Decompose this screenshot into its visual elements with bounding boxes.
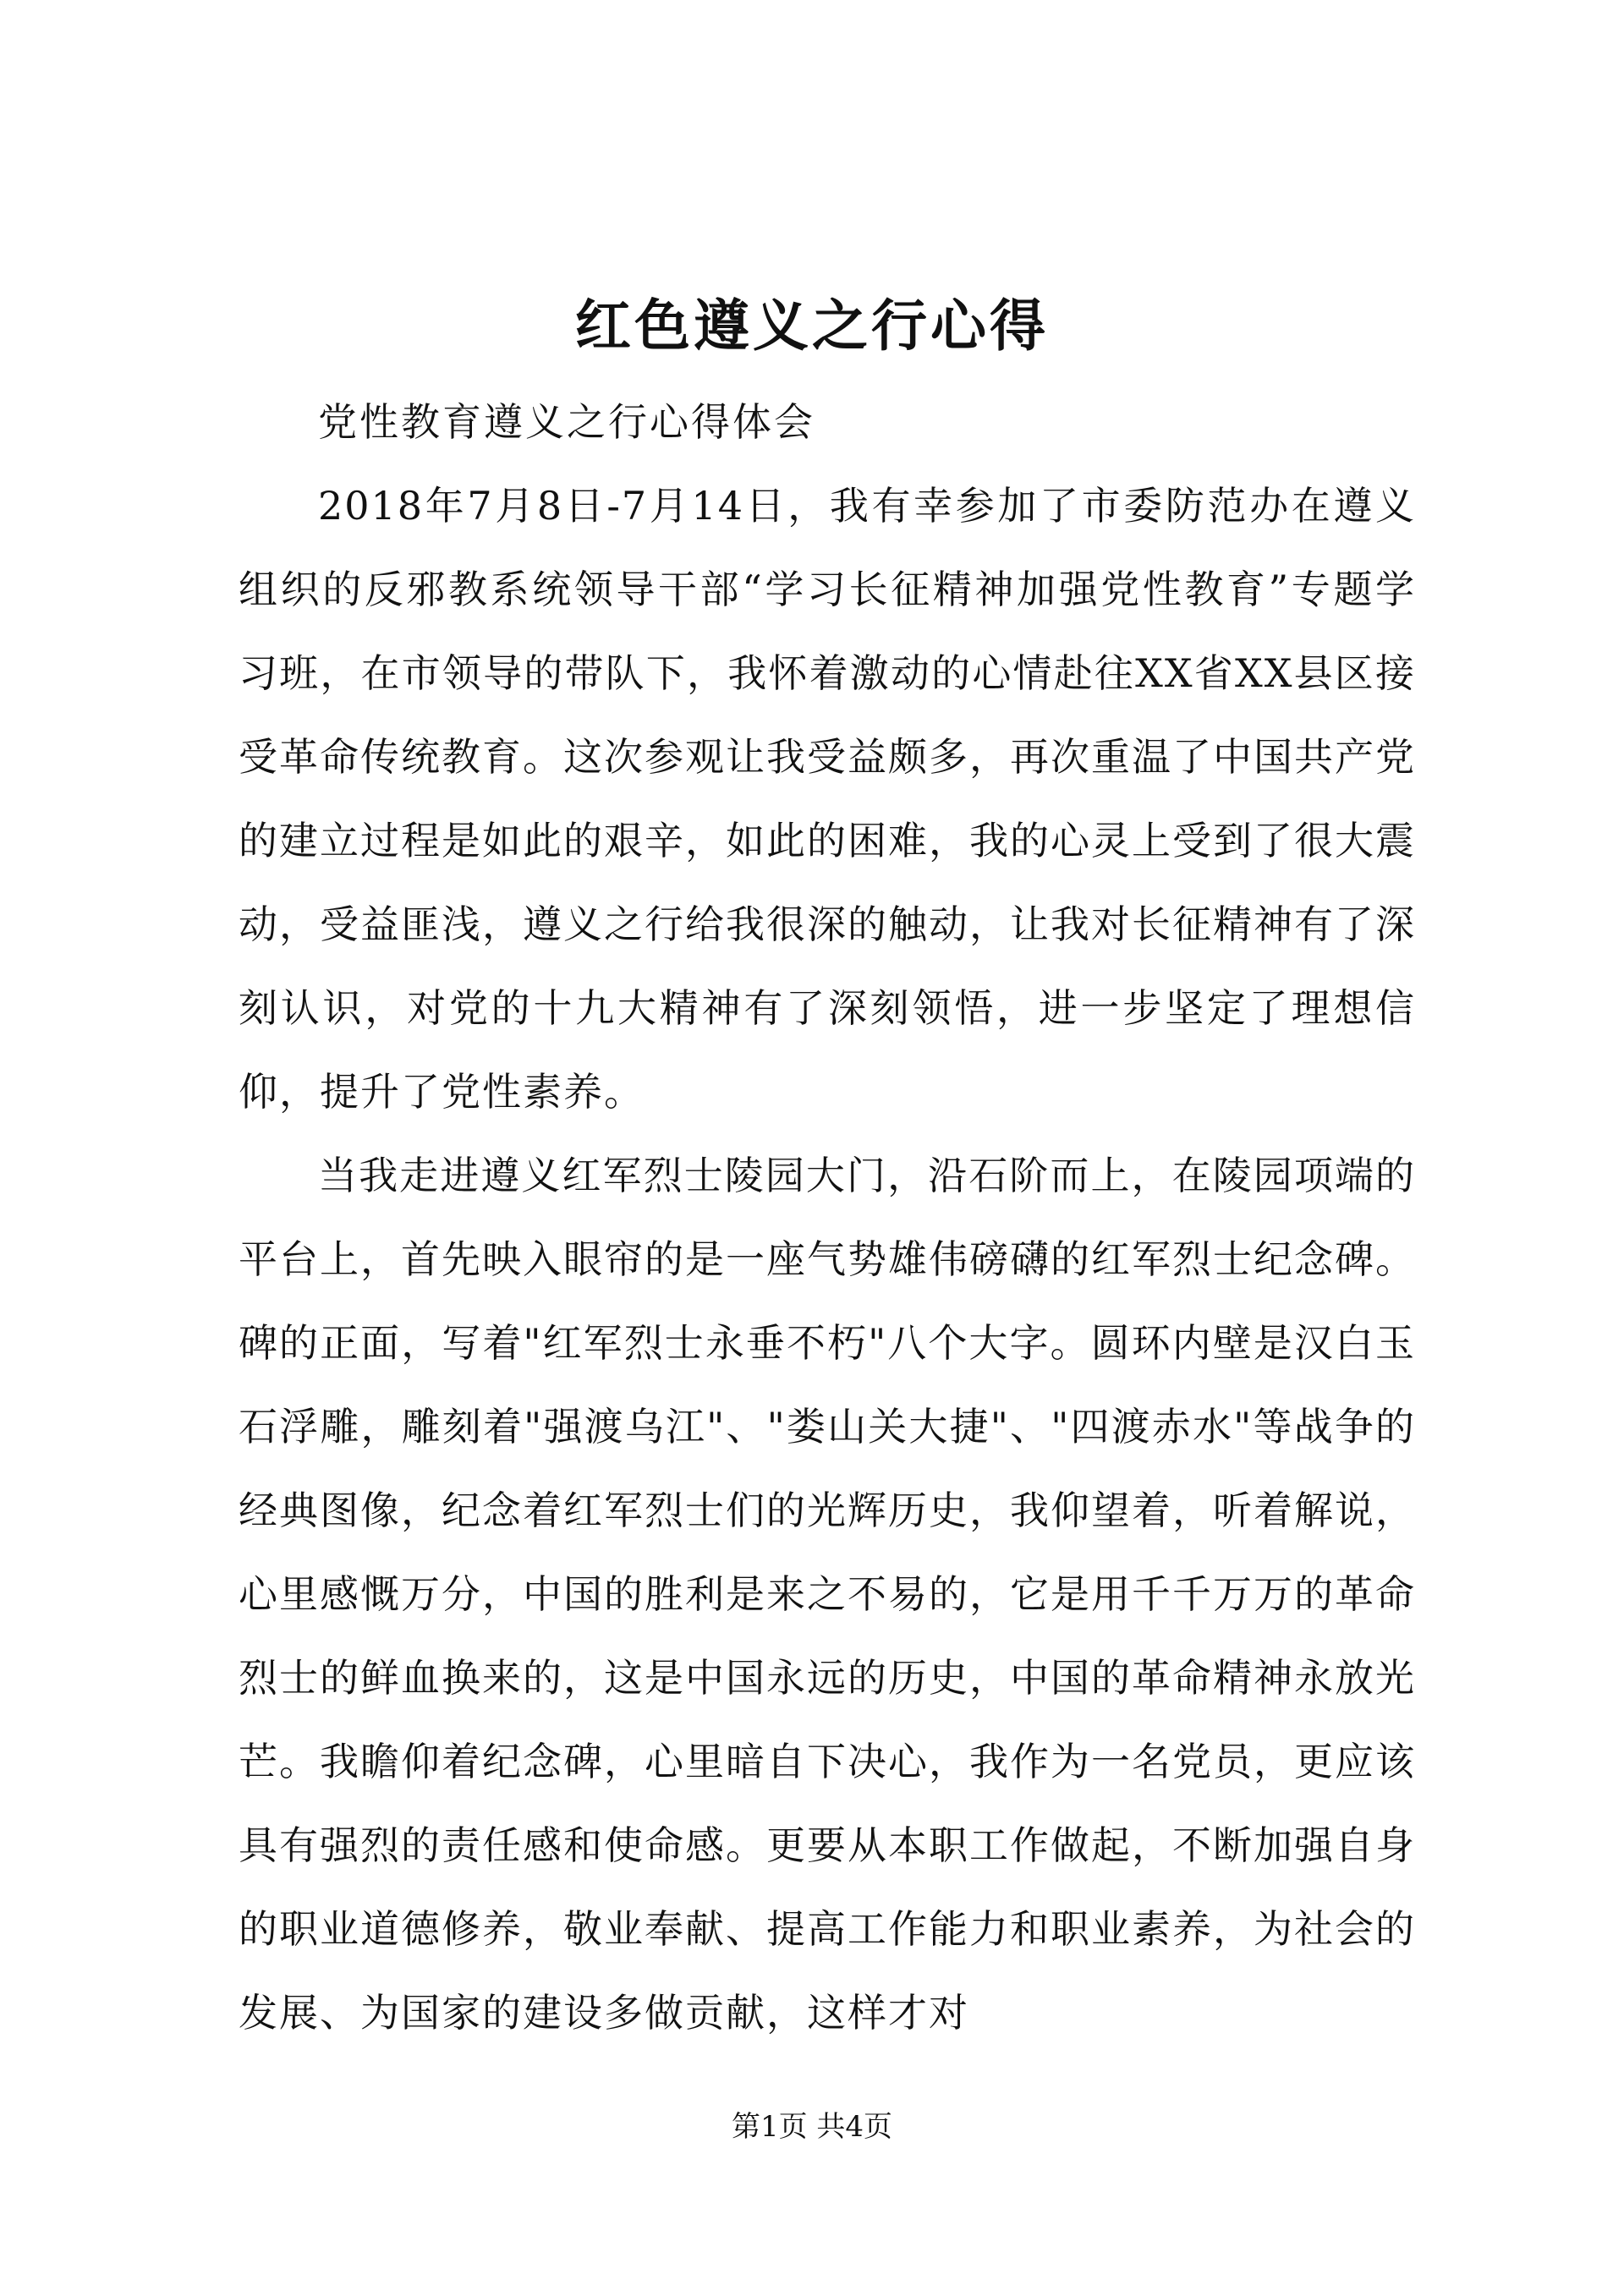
document-subtitle: 党性教育遵义之行心得体会 [318,399,815,445]
document-title: 红色遵义之行心得 [575,293,1049,359]
page-number-footer: 第1页 共4页 [731,2110,893,2144]
paragraph-2: 当我走进遵义红军烈士陵园大门，沿石阶而上，在陵园项端的平台上，首先映入眼帘的是一座气势雄伟磅礴的红军烈士纪念碑。碑的正面，写着"红军烈士永垂不朽"八个大字。圆环内壁是汉白玉石浮雕，雕刻着"强渡乌江"、"娄山关大捷"、"四渡赤水"等战争的经典图像，纪念着红军烈士们的光辉历史，我仰望着，听着解说，心里感慨万分，中国的胜利是来之不易的，它是用千千万万的革命烈士的鲜血换来的，这是中国永远的历史，中国的革命精神永放光芒。我瞻仰着纪念碑，心里暗自下决心，我作为一名党员，更应该具有强烈的责任感和使命感。更要从本职工作做起，不断加强自身的职业道德修养，敬业奉献、提高工作能力和职业素养，为社会的发展、为国家的建设多做贡献，这样才对 [239,1153,1416,2036]
document-body [239,381,1416,2055]
paragraph-1: 2018年7月8日-7月14日，我有幸参加了市委防范办在遵义组织的反邪教系统领导干部“学习长征精神加强党性教育”专题学习班，在市领导的带队下，我怀着激动的心情赴往XX省XX县区接受革命传统教育。这次参观让我受益颇多，再次重温了中国共产党的建立过程是如此的艰辛，如此的困难，我的心灵上受到了很大震动，受益匪浅，遵义之行给我很深的触动，让我对长征精神有了深刻认识，对党的十九大精神有了深刻领悟，进一步坚定了理想信仰，提升了党性素养。 [239,483,1416,1115]
